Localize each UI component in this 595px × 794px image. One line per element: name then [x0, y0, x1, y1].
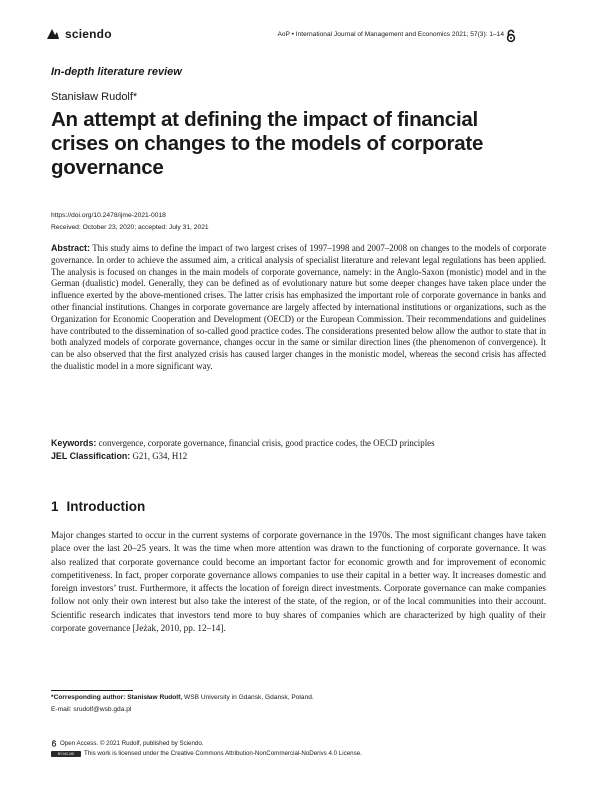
abstract-label: Abstract: [51, 243, 90, 253]
author-name: Stanisław Rudolf* [51, 91, 138, 103]
footnote-email[interactable]: E-mail: srudolf@wsb.gda.pl [51, 706, 132, 713]
jel-text: G21, G34, H12 [132, 451, 188, 461]
section-title: Introduction [66, 499, 146, 514]
sciendo-logo-text: sciendo [65, 27, 112, 41]
corresponding-author-footnote [51, 692, 314, 716]
section-heading-introduction [51, 499, 145, 514]
sciendo-logo [46, 27, 112, 41]
sciendo-logo-icon [46, 28, 60, 40]
keywords-label: Keywords: [51, 438, 97, 448]
open-access-icon [505, 29, 517, 43]
jel-classification [51, 450, 546, 462]
footnote-label: *Corresponding author: Stanisław Rudolf, [51, 694, 183, 701]
open-access-notice [51, 740, 204, 747]
article-dates: Received: October 23, 2020; accepted: July 31, 2021 [51, 224, 209, 231]
introduction-paragraph: Major changes started to occur in the current systems of corporate governance in the 1970s. The most significant changes have taken place over the last 20–25 years. It was the time when more attention was drawn to the functioning of corporate governance. It was also realized that corporate governance could become an important factor for economic growth and for improvement of economic competitiveness. In fact, proper corporate governance allows companies to use their capital in a better way. It increases domestic and foreign investors’ trust. Furthermore, it affects the location of foreign direct investments. Corporate governance can make companies follow not only their own interest but also take the interest of the state, of the region, or of the local communities into their account. Scientific research indicates that investors tend more to buy shares of companies which are characterized by high quality of their corporate governance [Jeżak, 2010, pp. 12–14]. [51, 530, 546, 634]
journal-citation: AoP • International Journal of Management and Economics 2021; 57(3): 1–14 [277, 31, 504, 38]
cc-badge-text: BY-NC-ND [57, 751, 75, 756]
open-access-text: Open Access. © 2021 Rudolf, published by Sciendo. [60, 740, 204, 747]
keywords-text: convergence, corporate governance, financial crisis, good practice codes, the OECD principles [98, 438, 435, 448]
license-notice [51, 750, 362, 757]
footnote-divider [51, 690, 133, 691]
license-text: This work is licensed under the Creative Commons Attribution-NonCommercial-NoDerivs 4.0 License. [84, 750, 362, 757]
open-access-small-icon [51, 740, 57, 747]
section-number: 1 [51, 499, 59, 514]
abstract-text: This study aims to define the impact of two largest crises of 1997–1998 and 2007–2008 on changes to the models of corporate governance. In order to achieve the assumed aim, a critical analysis of specialist literature and relevant legal regulations has been applied. The analysis is focused on changes in the main models of corporate governance, namely: in the Anglo-Saxon (monistic) model and in the German (dualistic) model. Generally, they can be defined as of evolutionary nature but some deeper changes have taken place under the influence exerted by the above-mentioned crises. The latter crisis has emphasized the important role of corporate governance in banks and other financial institutions. Changes in corporate governance are largely affected by international institutions or organizations, such as the Organization for Economic Cooperation and Development (OECD) or the European Commission. Their recommendations and guidelines have contributed to the dissemination of so-called good practice codes. The considerations presented below allow the author to state that in both analyzed models of corporate governance, changes occur in the same or similar direction lines (the phenomenon of convergence). It can be also observed that the first analyzed crisis has caused larger changes in the monistic model, whereas the second crisis has affected the dualistic model in a more significant way. [51, 243, 547, 371]
creative-commons-badge-icon[interactable] [51, 751, 81, 757]
doi-link[interactable]: https://doi.org/10.2478/ijme-2021-0018 [51, 212, 166, 219]
article-type-label: In-depth literature review [51, 66, 182, 78]
jel-label: JEL Classification: [51, 451, 131, 461]
keywords [51, 437, 546, 449]
article-title: An attempt at defining the impact of financial crises on changes to the models of corporate governance [51, 108, 484, 179]
footnote-affiliation: WSB University in Gdansk, Gdansk, Poland. [184, 694, 314, 701]
abstract [51, 243, 546, 373]
